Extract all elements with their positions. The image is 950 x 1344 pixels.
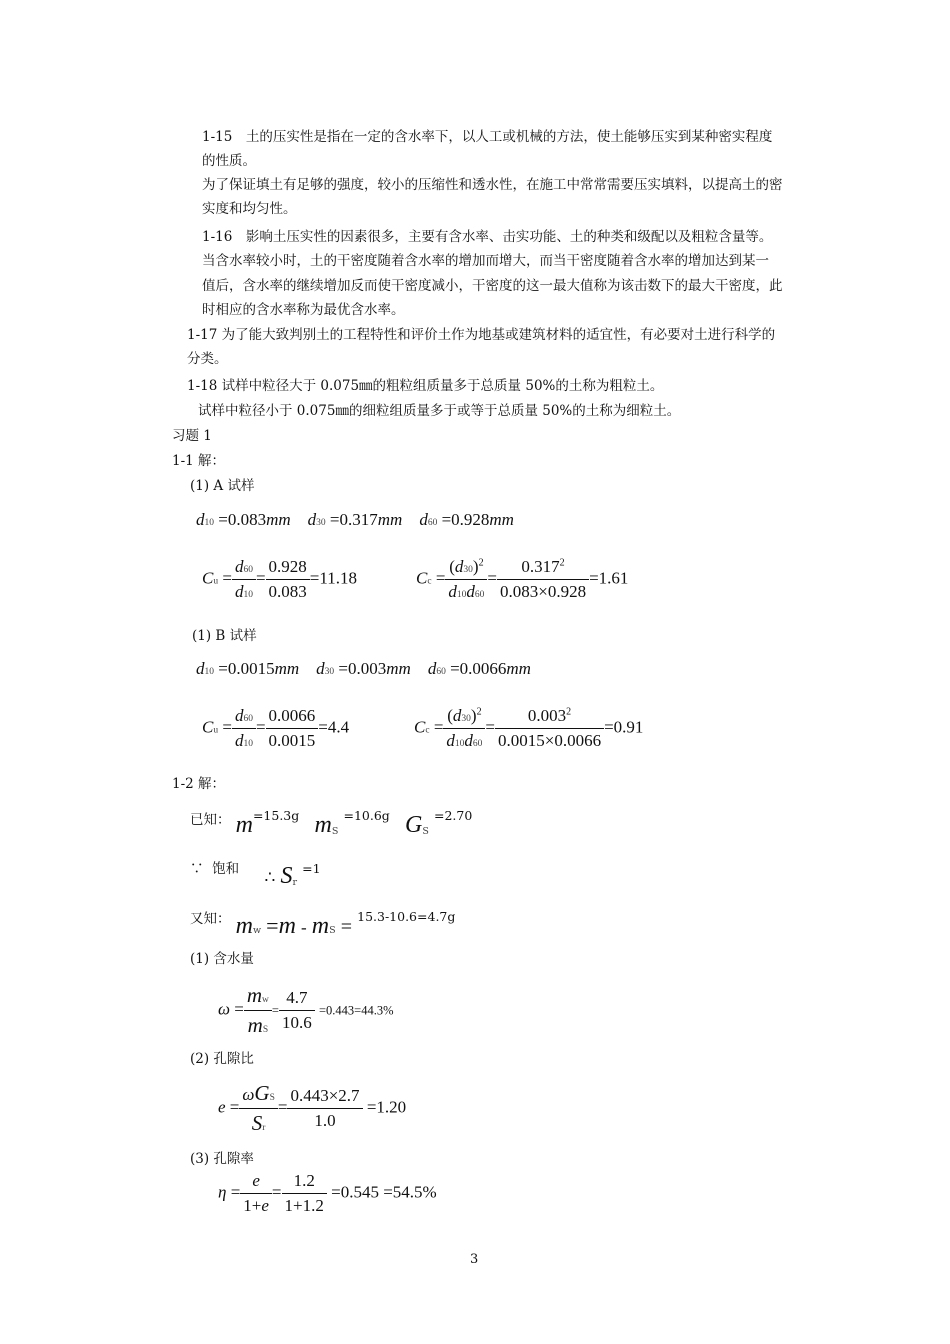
b-unit-2: mm (386, 659, 411, 678)
page-number: 3 (470, 1252, 479, 1267)
e-num: 0.443×2.7 (287, 1086, 362, 1109)
b-cc-den: 0.0015×0.0066 (498, 731, 602, 750)
q1-heading: 1-1 解： (172, 453, 226, 469)
step-void-ratio: (2) 孔隙比 (190, 1051, 254, 1067)
para-1-17-line2: 分类。 (187, 351, 228, 367)
b-d10: =0.0015 (218, 659, 275, 678)
sample-b-heading: (1) B 试样 (192, 628, 257, 644)
eq-b-cu: Cu = $\frac{d60}{d10}$ = $\frac{0.0066}{0.0015}$ =4.4 (202, 706, 350, 750)
known-gs: =2.70 (434, 808, 473, 823)
w-den: 10.6 (281, 1013, 312, 1032)
eq-b-d-values: d10 =0.0015mm d30 =0.003mm d60 =0.0066mm (196, 659, 531, 678)
eq-water-content: ω = $\frac{mw}{mS}$ = $\frac{4.7}{10.6}$ =0.443=44.3% (218, 983, 394, 1037)
a-unit-1: mm (266, 510, 291, 529)
para-1-18-line1: 1-18 试样中粒径大于 0.075㎜的粗粒组质量多于总质量 50%的土称为粗粒土。 (187, 378, 664, 394)
b-d60: =0.0066 (450, 659, 507, 678)
saturated-line: ∵ 饱和 ∴ $S_r =1$ (190, 861, 321, 889)
saturated-label: 饱和 (212, 861, 240, 877)
n-result: =0.545 =54.5% (331, 1182, 437, 1202)
a-cu-num: 0.928 (266, 557, 310, 580)
a-cu-den: 0.083 (268, 582, 307, 601)
para-1-16-line3: 值后，含水率的继续增加反而使干密度减小，干密度的这一最大值称为该击数下的最大干密度，此 (202, 278, 783, 294)
para-1-15-line2: 的性质。 (202, 153, 256, 169)
a-d10: =0.083 (218, 510, 267, 529)
known-label: 已知： (190, 812, 231, 828)
para-1-15-line3: 为了保证填土有足够的强度，较小的压缩性和透水性，在施工中常常需要压实填料，以提高土的密 (202, 177, 783, 193)
b-unit-3: mm (506, 659, 531, 678)
exercise-heading: 习题 1 (172, 428, 212, 444)
saturated-sr: =1 (302, 861, 321, 876)
para-1-16-line2: 当含水率较小时，土的干密度随着含水率的增加而增大，而当干密度随着含水率的增加达到某一 (202, 253, 769, 269)
eq-a-cc: Cc = $\frac{(d30)^2}{d10d60}$ = $\frac{0.317^2}{0.083\times 0.928}$ =1.61 (416, 557, 629, 601)
eq-b-cc: Cc = $\frac{(d30)^2}{d10d60}$ = $\frac{0.003^2}{0.0015\times 0.0066}$ =0.91 (414, 706, 644, 750)
para-1-16-line1: 1-16 影响土压实性的因素很多，主要有含水率、击实功能、土的种类和级配以及粗粒含量等。 (202, 229, 773, 245)
b-cu-num: 0.0066 (266, 706, 319, 729)
b-cc-exp: 2 (566, 706, 572, 718)
para-1-16-line4: 时相应的含水率称为最优含水率。 (202, 302, 405, 318)
a-d60: =0.928 (441, 510, 490, 529)
para-1-15-line4: 实度和均匀性。 (202, 201, 297, 217)
w-num: 4.7 (279, 988, 315, 1011)
n-num: 1.2 (282, 1171, 327, 1194)
a-cc-den: 0.083×0.928 (500, 582, 587, 601)
step-water-content: (1) 含水量 (190, 951, 254, 967)
known-m: =15.3g (252, 808, 300, 823)
para-1-15-line1: 1-15 土的压实性是指在一定的含水率下，以人工或机械的方法，使土能够压实到某种密实程度 (202, 129, 773, 145)
a-cc-result: =1.61 (589, 568, 629, 588)
a-unit-3: mm (489, 510, 514, 529)
q2-heading: 1-2 解： (172, 776, 226, 792)
a-cu-result: =11.18 (309, 568, 357, 588)
w-result: =0.443=44.3% (318, 1003, 394, 1018)
para-1-18-line2: 试样中粒径小于 0.075㎜的细粒组质量多于或等于总质量 50%的土称为细粒土。 (198, 403, 681, 419)
e-den: 1.0 (314, 1111, 336, 1130)
b-cu-result: =4.4 (318, 717, 350, 737)
mw-result: 15.3-10.6=4.7g (357, 909, 456, 924)
also-known-label: 又知： (190, 911, 231, 927)
sample-a-heading: (1) A 试样 (190, 478, 255, 494)
a-cc-exp: 2 (559, 557, 565, 569)
b-cu-den: 0.0015 (268, 731, 316, 750)
a-unit-2: mm (377, 510, 403, 529)
eq-a-cu: Cu = $\frac{d60}{d10}$ = $\frac{0.928}{0.083}$ =11.18 (202, 557, 357, 601)
mw-line: 又知： mw =m - mS = 15.3-10.6=4.7g (190, 909, 456, 939)
b-unit-1: mm (274, 659, 300, 678)
a-cc-num: 0.317 (521, 557, 560, 576)
b-d30: =0.003 (338, 659, 387, 678)
b-cc-result: =0.91 (604, 717, 644, 737)
b-cc-num: 0.003 (527, 706, 567, 725)
a-d30: =0.317 (329, 510, 378, 529)
known-values: 已知： $m^{=15.3g}$ $m_S$ $^{=10.6g}$ $G_S$ $^{=2.70}$ (190, 808, 473, 838)
known-ms: =10.6g (343, 808, 390, 823)
para-1-17-line1: 1-17 为了能大致判别土的工程特性和评价土作为地基或建筑材料的适宜性，有必要对土进行科学的 (187, 327, 776, 343)
e-result: =1.20 (366, 1097, 407, 1117)
n-den: 1+1.2 (284, 1196, 324, 1215)
eq-porosity: η = $\frac{e}{1+e}$ = $\frac{1.2}{1+1.2}$ =0.545 =54.5% (218, 1171, 437, 1215)
eq-void-ratio: e = $\frac{\text{ωGS}}{Sr}$ = $\frac{0.443\times 2.7}{1.0}$ =1.20 (218, 1081, 407, 1135)
step-porosity: (3) 孔隙率 (190, 1151, 254, 1167)
eq-a-d-values: d10 =0.083mm d30 =0.317mm d60 =0.928mm (196, 510, 514, 529)
